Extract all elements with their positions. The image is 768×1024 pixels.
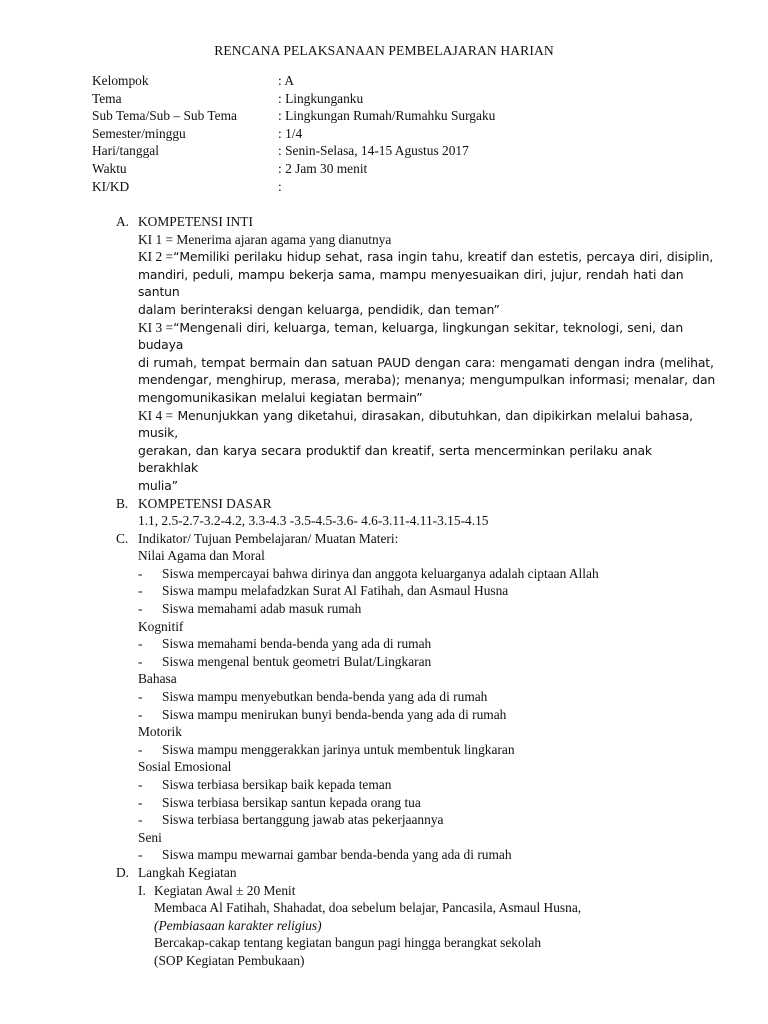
section-letter: C. [116,530,129,546]
category-title: Nilai Agama dan Moral [138,548,265,564]
step-line-character-note: (Pembiasaan karakter religius) [154,917,322,933]
header-label: Sub Tema/Sub – Sub Tema [92,108,237,124]
section-letter: A. [116,214,130,229]
header-row-semester [92,125,495,143]
dash-marker: - [138,847,143,863]
step-title: Kegiatan Awal ± 20 Menit [154,882,296,898]
header-value: : 2 Jam 30 menit [278,160,368,176]
dash-marker: - [138,565,143,581]
category-title: Motorik [138,724,182,740]
header-label: Hari/tanggal [92,143,159,159]
header-value: : [278,178,282,194]
header-label: Semester/minggu [92,125,186,141]
list-item [138,635,716,653]
ki-text: “Memiliki perilaku hidup sehat, rasa ingin tahu, kreatif dan estetis, percaya diri, disiplin, [173,249,714,265]
section-heading [116,530,716,548]
ki-prefix: KI 2 = [138,249,174,265]
list-item [138,776,716,794]
header-row-subtema [92,107,495,125]
list-item-text: Siswa mampu melafadzkan Surat Al Fatihah, dan Asmaul Husna [162,583,509,599]
header-value: : Lingkungan Rumah/Rumahku Surgaku [278,108,496,124]
ki-line [138,407,716,442]
dash-marker: - [138,812,143,828]
header-value: : Senin-Selasa, 14-15 Agustus 2017 [278,143,469,159]
ki-text: Menunjukkan yang diketahui, dirasakan, dibutuhkan, dan dipikirkan melalui bahasa, musik, [138,407,693,441]
ki-prefix: KI 4 = [138,407,174,423]
list-item-text: Siswa mampu mewarnai gambar benda-benda yang ada di rumah [162,847,512,863]
header-row-waktu [92,160,495,178]
ki-text: mengomunikasikan melalui kegiatan bermain” [138,389,423,405]
list-item [138,653,716,671]
header-value: : Lingkunganku [278,90,364,106]
list-item-text: Siswa terbiasa bertanggung jawab atas pekerjaannya [162,812,444,828]
dash-marker: - [138,741,143,757]
ki-text: mandiri, peduli, mampu bekerja sama, mampu menyesuaikan diri, jujur, rendah hati dan santun [138,266,684,300]
section-heading [116,864,716,882]
list-item-text: Siswa terbiasa bersikap santun kepada orang tua [162,794,421,810]
section-title: KOMPETENSI DASAR [138,495,272,511]
list-item [138,565,716,583]
ki-1: KI 1 = Menerima ajaran agama yang dianutnya [138,231,392,247]
list-item-text: Siswa mampu menyebutkan benda-benda yang ada di rumah [162,689,488,705]
category-title: Kognitif [138,618,184,634]
step-line: Membaca Al Fatihah, Shahadat, doa sebelum belajar, Pancasila, Asmaul Husna, [154,900,582,916]
section-title: Langkah Kegiatan [138,864,237,880]
document-content [116,213,716,970]
document-title: RENCANA PELAKSANAAN PEMBELAJARAN HARIAN [214,43,554,58]
list-item-text: Siswa mengenal bentuk geometri Bulat/Lingkaran [162,653,432,669]
ki-text: “Mengenali diri, keluarga, teman, keluarga, lingkungan sekitar, teknologi, seni, dan budaya [138,319,684,353]
list-item-text: Siswa memahami benda-benda yang ada di rumah [162,636,432,652]
section-langkah-kegiatan [116,864,716,970]
section-letter: D. [116,864,130,880]
ki-4 [138,407,716,495]
list-item-text: Siswa terbiasa bersikap baik kepada teman [162,777,392,792]
ki-line [138,319,716,354]
list-item [138,794,716,812]
kd-list: 1.1, 2.5-2.7-3.2-4.2, 3.3-4.3 -3.5-4.5-3.6- 4.6-3.11-4.11-3.15-4.15 [138,513,489,529]
ki-text: dalam berinteraksi dengan keluarga, pendidik, dan teman” [138,301,500,317]
list-item [138,811,716,829]
ki-3 [138,319,716,407]
list-item [138,688,716,706]
dash-marker: - [138,601,143,617]
header-row-kelompok [92,72,495,90]
section-body [116,882,716,970]
header-row-tema [92,90,495,108]
section-indikator [116,530,716,864]
dash-marker: - [138,689,143,705]
dash-marker: - [138,653,143,669]
list-item-text: Siswa mempercayai bahwa dirinya dan anggota keluarganya adalah ciptaan Allah [162,565,599,581]
section-kompetensi-inti [116,213,716,495]
ki-2 [138,248,716,318]
ki-text: di rumah, tempat bermain dan satuan PAUD dengan cara: mengamati dengan indra (melihat, [138,354,714,370]
header-row-hari [92,142,495,160]
dash-marker: - [138,794,143,810]
list-item [138,846,716,864]
section-kompetensi-dasar [116,495,716,530]
section-body [116,231,716,495]
section-heading [116,495,716,513]
dash-marker: - [138,636,143,652]
ki-prefix: KI 3 = [138,319,174,335]
dash-marker: - [138,583,143,599]
header-info-table [92,72,495,195]
dash-marker: - [138,777,143,792]
dash-marker: - [138,706,143,722]
step-number: I. [138,882,146,898]
list-item [138,706,716,724]
header-value: : 1/4 [278,125,303,141]
list-item-text: Siswa memahami adab masuk rumah [162,601,362,617]
list-item [138,600,716,618]
category-title: Seni [138,829,162,845]
header-row-kikd [92,178,495,196]
section-title: KOMPETENSI INTI [138,214,253,229]
step-line-sop-note: (SOP Kegiatan Pembukaan) [154,952,305,968]
section-title: Indikator/ Tujuan Pembelajaran/ Muatan Materi: [138,530,399,546]
section-heading [116,213,716,231]
header-label: Waktu [92,160,127,176]
list-item [138,741,716,759]
ki-text: gerakan, dan karya secara produktif dan kreatif, serta mencerminkan perilaku anak berakhlak [138,442,652,476]
step-kegiatan-awal [138,882,716,970]
category-title: Bahasa [138,671,177,687]
ki-text: mulia” [138,477,178,493]
step-line: Bercakap-cakap tentang kegiatan bangun pagi hingga berangkat sekolah [154,935,542,951]
list-item-text: Siswa mampu menirukan bunyi benda-benda yang ada di rumah [162,706,507,722]
section-body [116,512,716,530]
ki-text: mendengar, menghirup, merasa, meraba); menanya; mengumpulkan informasi; menalar, dan [138,372,716,388]
header-value: : A [278,73,294,88]
header-label: Tema [92,90,122,106]
list-item-text: Siswa mampu menggerakkan jarinya untuk membentuk lingkaran [162,741,515,757]
section-body [116,547,716,864]
category-title: Sosial Emosional [138,759,232,775]
ki-line [138,248,716,266]
header-label: Kelompok [92,73,149,88]
section-letter: B. [116,495,129,511]
list-item [138,582,716,600]
header-label: KI/KD [92,178,130,194]
